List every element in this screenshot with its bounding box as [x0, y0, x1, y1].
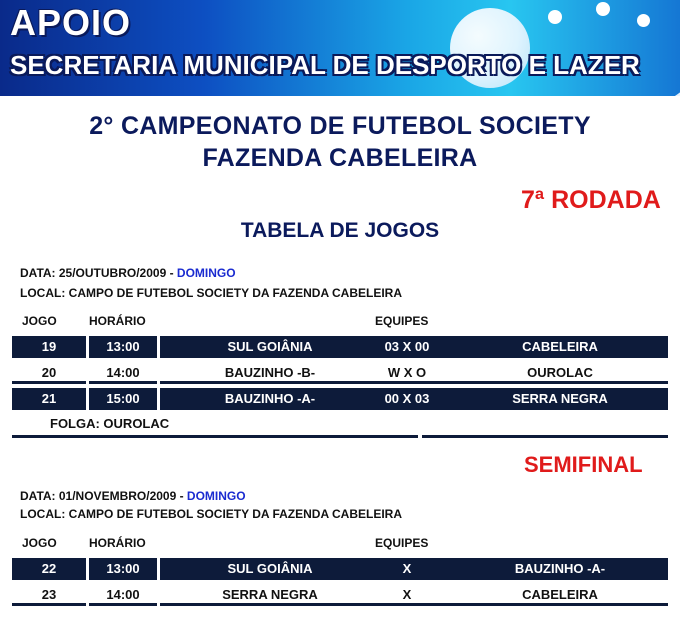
away-team: CABELEIRA	[522, 587, 598, 602]
score: X	[402, 561, 412, 576]
banner-title: APOIO	[10, 2, 132, 43]
date-text: DATA: 01/NOVEMBRO/2009 -	[20, 489, 187, 503]
table-row	[12, 584, 668, 606]
table-row	[12, 362, 668, 384]
semifinal-label: SEMIFINAL	[524, 452, 643, 477]
player-figure-icon	[548, 10, 562, 24]
away-team: SERRA NEGRA	[512, 391, 608, 406]
score: X	[402, 587, 412, 602]
banner-subtitle: SECRETARIA MUNICIPAL DE DESPORTO E LAZER	[10, 50, 640, 80]
section2-local: LOCAL: CAMPO DE FUTEBOL SOCIETY DA FAZENDA CABELEIRA	[20, 507, 403, 521]
game-number: 21	[12, 388, 86, 410]
folga-row	[12, 414, 668, 438]
championship-title: 2° CAMPEONATO DE FUTEBOL SOCIETY	[89, 112, 591, 140]
home-team: BAUZINHO -B-	[224, 365, 316, 380]
folga-divider	[422, 435, 668, 438]
home-team: BAUZINHO -A-	[224, 391, 316, 406]
game-time: 14:00	[89, 584, 157, 606]
game-number: 23	[12, 584, 86, 606]
table-row	[12, 558, 668, 580]
header-banner	[0, 0, 680, 96]
player-figure-icon	[637, 14, 650, 27]
column-header-jogo: JOGO	[22, 314, 57, 328]
game-time: 13:00	[89, 558, 157, 580]
table-row	[12, 336, 668, 358]
score: W X O	[387, 365, 427, 380]
game-number: 20	[12, 362, 86, 384]
game-time: 14:00	[89, 362, 157, 384]
weekday-text: DOMINGO	[176, 266, 236, 280]
table-title: TABELA DE JOGOS	[240, 219, 440, 242]
away-team: BAUZINHO -A-	[514, 561, 606, 576]
section1-date	[20, 266, 236, 280]
home-team: SERRA NEGRA	[222, 587, 318, 602]
player-figure-icon	[596, 2, 610, 16]
championship-venue: FAZENDA CABELEIRA	[202, 144, 478, 172]
game-number: 19	[12, 336, 86, 358]
column-header-equipes: EQUIPES	[375, 536, 429, 550]
folga-text: FOLGA: OUROLAC	[50, 416, 170, 431]
home-team: SUL GOIÂNIA	[227, 561, 313, 576]
section2-date	[20, 489, 246, 503]
date-text: DATA: 25/OUTUBRO/2009 -	[20, 266, 177, 280]
score: 00 X 03	[384, 391, 430, 406]
table-row	[12, 388, 668, 410]
home-team: SUL GOIÂNIA	[227, 339, 313, 354]
game-number: 22	[12, 558, 86, 580]
column-header-horario: HORÁRIO	[89, 536, 146, 550]
column-header-jogo: JOGO	[22, 536, 57, 550]
away-team: CABELEIRA	[522, 339, 598, 354]
score: 03 X 00	[384, 339, 430, 354]
game-time: 13:00	[89, 336, 157, 358]
round-label: 7ª RODADA	[521, 186, 661, 214]
section1-local: LOCAL: CAMPO DE FUTEBOL SOCIETY DA FAZENDA CABELEIRA	[20, 286, 403, 300]
game-time: 15:00	[89, 388, 157, 410]
column-header-equipes: EQUIPES	[375, 314, 429, 328]
weekday-text: DOMINGO	[186, 489, 246, 503]
column-header-horario: HORÁRIO	[89, 314, 146, 328]
away-team: OUROLAC	[527, 365, 593, 380]
